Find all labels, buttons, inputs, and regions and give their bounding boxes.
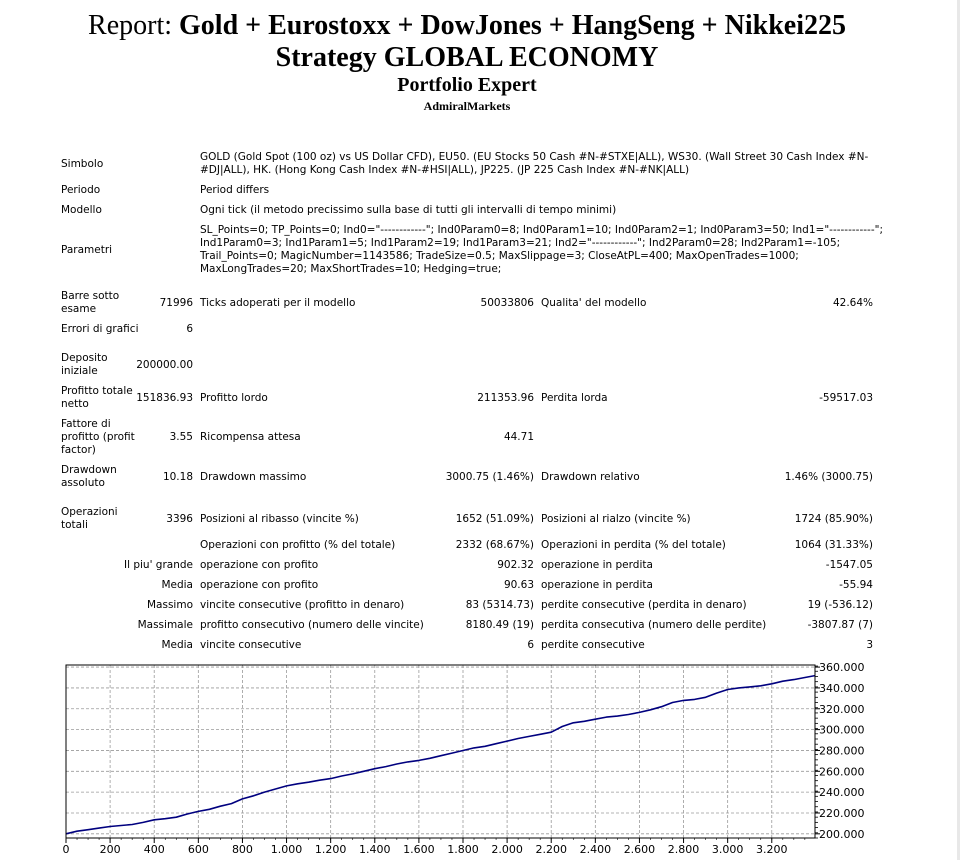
maximal-loss-label: perdita consecutiva (numero delle perdite) — [541, 619, 767, 631]
maxcons-loss-label: perdite consecutive (perdita in denaro) — [541, 599, 747, 611]
x-tick-label: 2.600 — [623, 843, 656, 856]
avg-loss-value: -55.94 — [839, 579, 873, 591]
long-label: Posizioni al rialzo (vincite %) — [541, 513, 691, 525]
params-label: Parametri — [61, 244, 113, 256]
maxcons-win-value: 83 (5314.73) — [465, 599, 534, 611]
x-tick-label: 200 — [99, 843, 121, 856]
x-tick-label: 3.200 — [756, 843, 788, 856]
x-tick-label: 3.000 — [711, 843, 744, 856]
avgcons-win-label: vincite consecutive — [200, 639, 302, 651]
maxdd-label: Drawdown massimo — [200, 471, 307, 483]
y-axis — [815, 661, 865, 841]
quality-value: 42.64% — [832, 297, 873, 309]
x-tick-label: 1.000 — [270, 843, 303, 856]
pf-label: Fattore di profitto (profit factor) — [61, 418, 135, 456]
report-title — [0, 10, 934, 42]
payoff-value: 44.71 — [503, 431, 534, 443]
absdd-value: 10.18 — [162, 471, 193, 483]
chart-frame — [66, 665, 815, 838]
chart-grid — [66, 665, 815, 838]
maxcons-loss-value: 19 (-536.12) — [807, 599, 873, 611]
balance-chart — [0, 660, 960, 860]
netprofit-label: Profitto totale netto — [61, 385, 133, 410]
x-tick-label: 600 — [187, 843, 209, 856]
y-tick-label: 240.000 — [819, 786, 865, 800]
grossloss-label: Perdita lorda — [541, 392, 608, 404]
largest-loss-label: operazione in perdita — [541, 559, 653, 571]
x-axis — [63, 838, 805, 856]
short-value: 1652 (51.09%) — [455, 513, 534, 525]
x-tick-label: 1.400 — [359, 843, 391, 856]
deposit-value: 200000.00 — [136, 359, 193, 371]
short-label: Posizioni al ribasso (vincite %) — [200, 513, 359, 525]
y-tick-label: 360.000 — [819, 661, 865, 675]
trades-label: Operazioni totali — [61, 506, 118, 531]
grossprofit-label: Profitto lordo — [200, 392, 268, 404]
report-symbols: Gold + Eurostoxx + DowJones + HangSeng + Nikkei225 — [179, 10, 846, 41]
report-prefix: Report: — [88, 10, 180, 41]
reldd-label: Drawdown relativo — [541, 471, 640, 483]
x-tick-label: 2.000 — [491, 843, 523, 856]
model-label: Modello — [61, 204, 102, 216]
losses-label: Operazioni in perdita (% del totale) — [541, 539, 726, 551]
x-tick-label: 400 — [143, 843, 165, 856]
largest-win-value: 902.32 — [497, 559, 534, 571]
maxcons-win-label: vincite consecutive (profitto in denaro) — [200, 599, 405, 611]
errors-value: 6 — [186, 323, 193, 335]
largest-loss-value: -1547.05 — [825, 559, 873, 571]
chart-series — [66, 676, 815, 834]
errors-label: Errori di grafici — [61, 323, 139, 335]
bars-label: Barre sotto esame — [61, 290, 120, 315]
maximal-win-value: 8180.49 (19) — [465, 619, 534, 631]
avgcons-label: Media — [161, 639, 193, 651]
avgcons-win-value: 6 — [527, 639, 534, 651]
expert-title: Portfolio Expert — [397, 74, 537, 96]
wins-label: Operazioni con profitto (% del totale) — [200, 539, 396, 551]
maxcons-label: Massimo — [146, 599, 193, 611]
params-value: SL_Points=0; TP_Points=0; Ind0="------------"; Ind0Param0=8; Ind0Param1=10; Ind0Param2=1; Ind0Param3=50; Ind1="------------"; Ind1Param0=3; Ind1Param1=5; Ind1Param2=19; Ind1Param3=21; Ind2="------------"; Ind2Param0=28; Ind2Param1=-105; Trail_Points=0; MagicNumber=1143586; TradeSize=0.5; MaxSlippage=3; CloseAtPL=400; MaxOpenTrades=1000; MaxLongTrades=20; MaxShortTrades=10; Hedging=true; — [200, 224, 883, 275]
y-tick-label: 280.000 — [819, 744, 865, 758]
avg-loss-label: operazione in perdita — [541, 579, 653, 591]
payoff-label: Ricompensa attesa — [200, 431, 301, 443]
period-label: Periodo — [61, 184, 101, 196]
model-value: Ogni tick (il metodo precissimo sulla base di tutti gli intervalli di tempo minimi) — [200, 204, 617, 216]
balance-line — [66, 676, 815, 834]
ticks-value: 50033806 — [480, 297, 534, 309]
x-tick-label: 1.200 — [314, 843, 347, 856]
x-tick-label: 2.200 — [535, 843, 567, 856]
deposit-label: Deposito iniziale — [61, 352, 108, 377]
maximal-win-label: profitto consecutivo (numero delle vincite) — [200, 619, 424, 631]
y-tick-label: 320.000 — [819, 702, 865, 716]
y-tick-label: 300.000 — [819, 723, 865, 737]
x-tick-label: 2.400 — [579, 843, 612, 856]
avgcons-loss-label: perdite consecutive — [541, 639, 645, 651]
symbol-value: GOLD (Gold Spot (100 oz) vs US Dollar CFD), EU50. (EU Stocks 50 Cash #N-#STXE|ALL), WS30. (Wall Street 30 Cash Index #N-#DJ|ALL), HK. (Hong Kong Cash Index #N-#HSI|ALL), JP225. (JP 225 Cash Index #N-#NK|ALL) — [200, 151, 869, 176]
period-value: Period differs — [200, 184, 270, 196]
symbol-label: Simbolo — [61, 158, 104, 170]
losses-value: 1064 (31.33%) — [794, 539, 873, 551]
strategy-title: Strategy GLOBAL ECONOMY — [275, 42, 659, 73]
avgcons-loss-value: 3 — [866, 639, 873, 651]
avg-label: Media — [161, 579, 193, 591]
netprofit-value: 151836.93 — [136, 392, 193, 404]
maximal-loss-value: -3807.87 (7) — [807, 619, 873, 631]
x-tick-label: 1.600 — [403, 843, 435, 856]
avg-win-label: operazione con profito — [200, 579, 319, 591]
ticks-label: Ticks adoperati per il modello — [200, 297, 356, 309]
trades-value: 3396 — [166, 513, 193, 525]
maximal-label: Massimale — [137, 619, 193, 631]
largest-label: Il piu' grande — [123, 559, 193, 571]
broker-name: AdmiralMarkets — [423, 99, 511, 113]
x-tick-label: 1.800 — [447, 843, 479, 856]
wins-value: 2332 (68.67%) — [455, 539, 534, 551]
long-value: 1724 (85.90%) — [794, 513, 873, 525]
x-tick-label: 0 — [62, 843, 70, 856]
bars-value: 71996 — [159, 297, 193, 309]
grossprofit-value: 211353.96 — [477, 392, 534, 404]
plot-frame — [66, 665, 815, 838]
maxdd-value: 3000.75 (1.46%) — [445, 471, 534, 483]
avg-win-value: 90.63 — [503, 579, 534, 591]
absdd-label: Drawdown assoluto — [61, 464, 117, 489]
y-tick-label: 340.000 — [819, 681, 865, 695]
x-tick-label: 2.800 — [667, 843, 700, 856]
y-tick-label: 200.000 — [819, 827, 865, 841]
pf-value: 3.55 — [169, 431, 193, 443]
x-tick-label: 800 — [231, 843, 253, 856]
y-tick-label: 260.000 — [819, 765, 865, 779]
reldd-value: 1.46% (3000.75) — [784, 471, 873, 483]
largest-win-label: operazione con profito — [200, 559, 319, 571]
grossloss-value: -59517.03 — [819, 392, 873, 404]
y-tick-label: 220.000 — [819, 806, 865, 820]
quality-label: Qualita' del modello — [541, 297, 647, 309]
